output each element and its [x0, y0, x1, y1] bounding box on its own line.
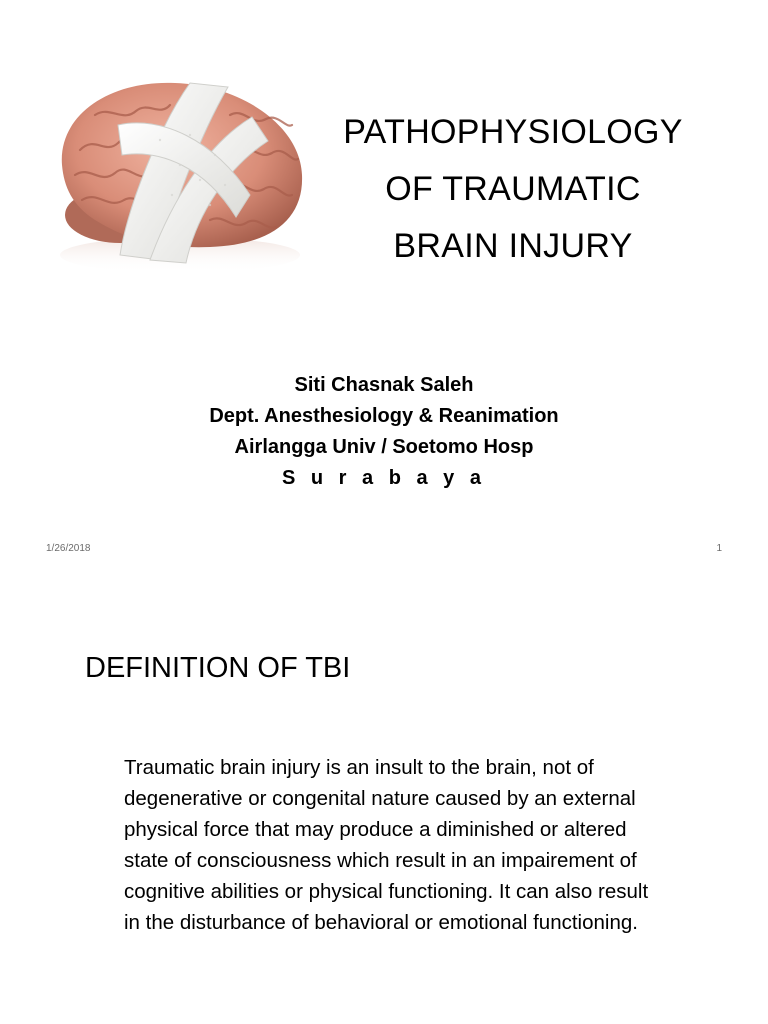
definition-slide [0, 590, 768, 1024]
city: S u r a b a y a [282, 467, 486, 489]
title-line-3: BRAIN INJURY [393, 227, 633, 265]
department: Dept. Anesthesiology & Reanimation [209, 405, 559, 427]
author-name: Siti Chasnak Saleh [294, 374, 474, 396]
presentation-title [318, 104, 708, 275]
bandaged-brain-icon [0, 55, 318, 273]
institution: Airlangga Univ / Soetomo Hosp [234, 436, 534, 458]
title-line-2: OF TRAUMATIC [385, 170, 641, 208]
author-block [0, 370, 768, 494]
title-line-1: PATHOPHYSIOLOGY [343, 113, 683, 151]
slide-date: 1/26/2018 [46, 543, 91, 554]
slide-heading: DEFINITION OF TBI [85, 652, 351, 684]
page-number: 1 [716, 543, 722, 554]
definition-text: Traumatic brain injury is an insult to the brain, not of degenerative or congenital nature caused by an external physical force that may produce a diminished or altered state of consciousness which result in an impairement of cognitive abilities or physical functioning. It can also result in the disturbance of behavioral or emotional functioning. [124, 756, 649, 934]
